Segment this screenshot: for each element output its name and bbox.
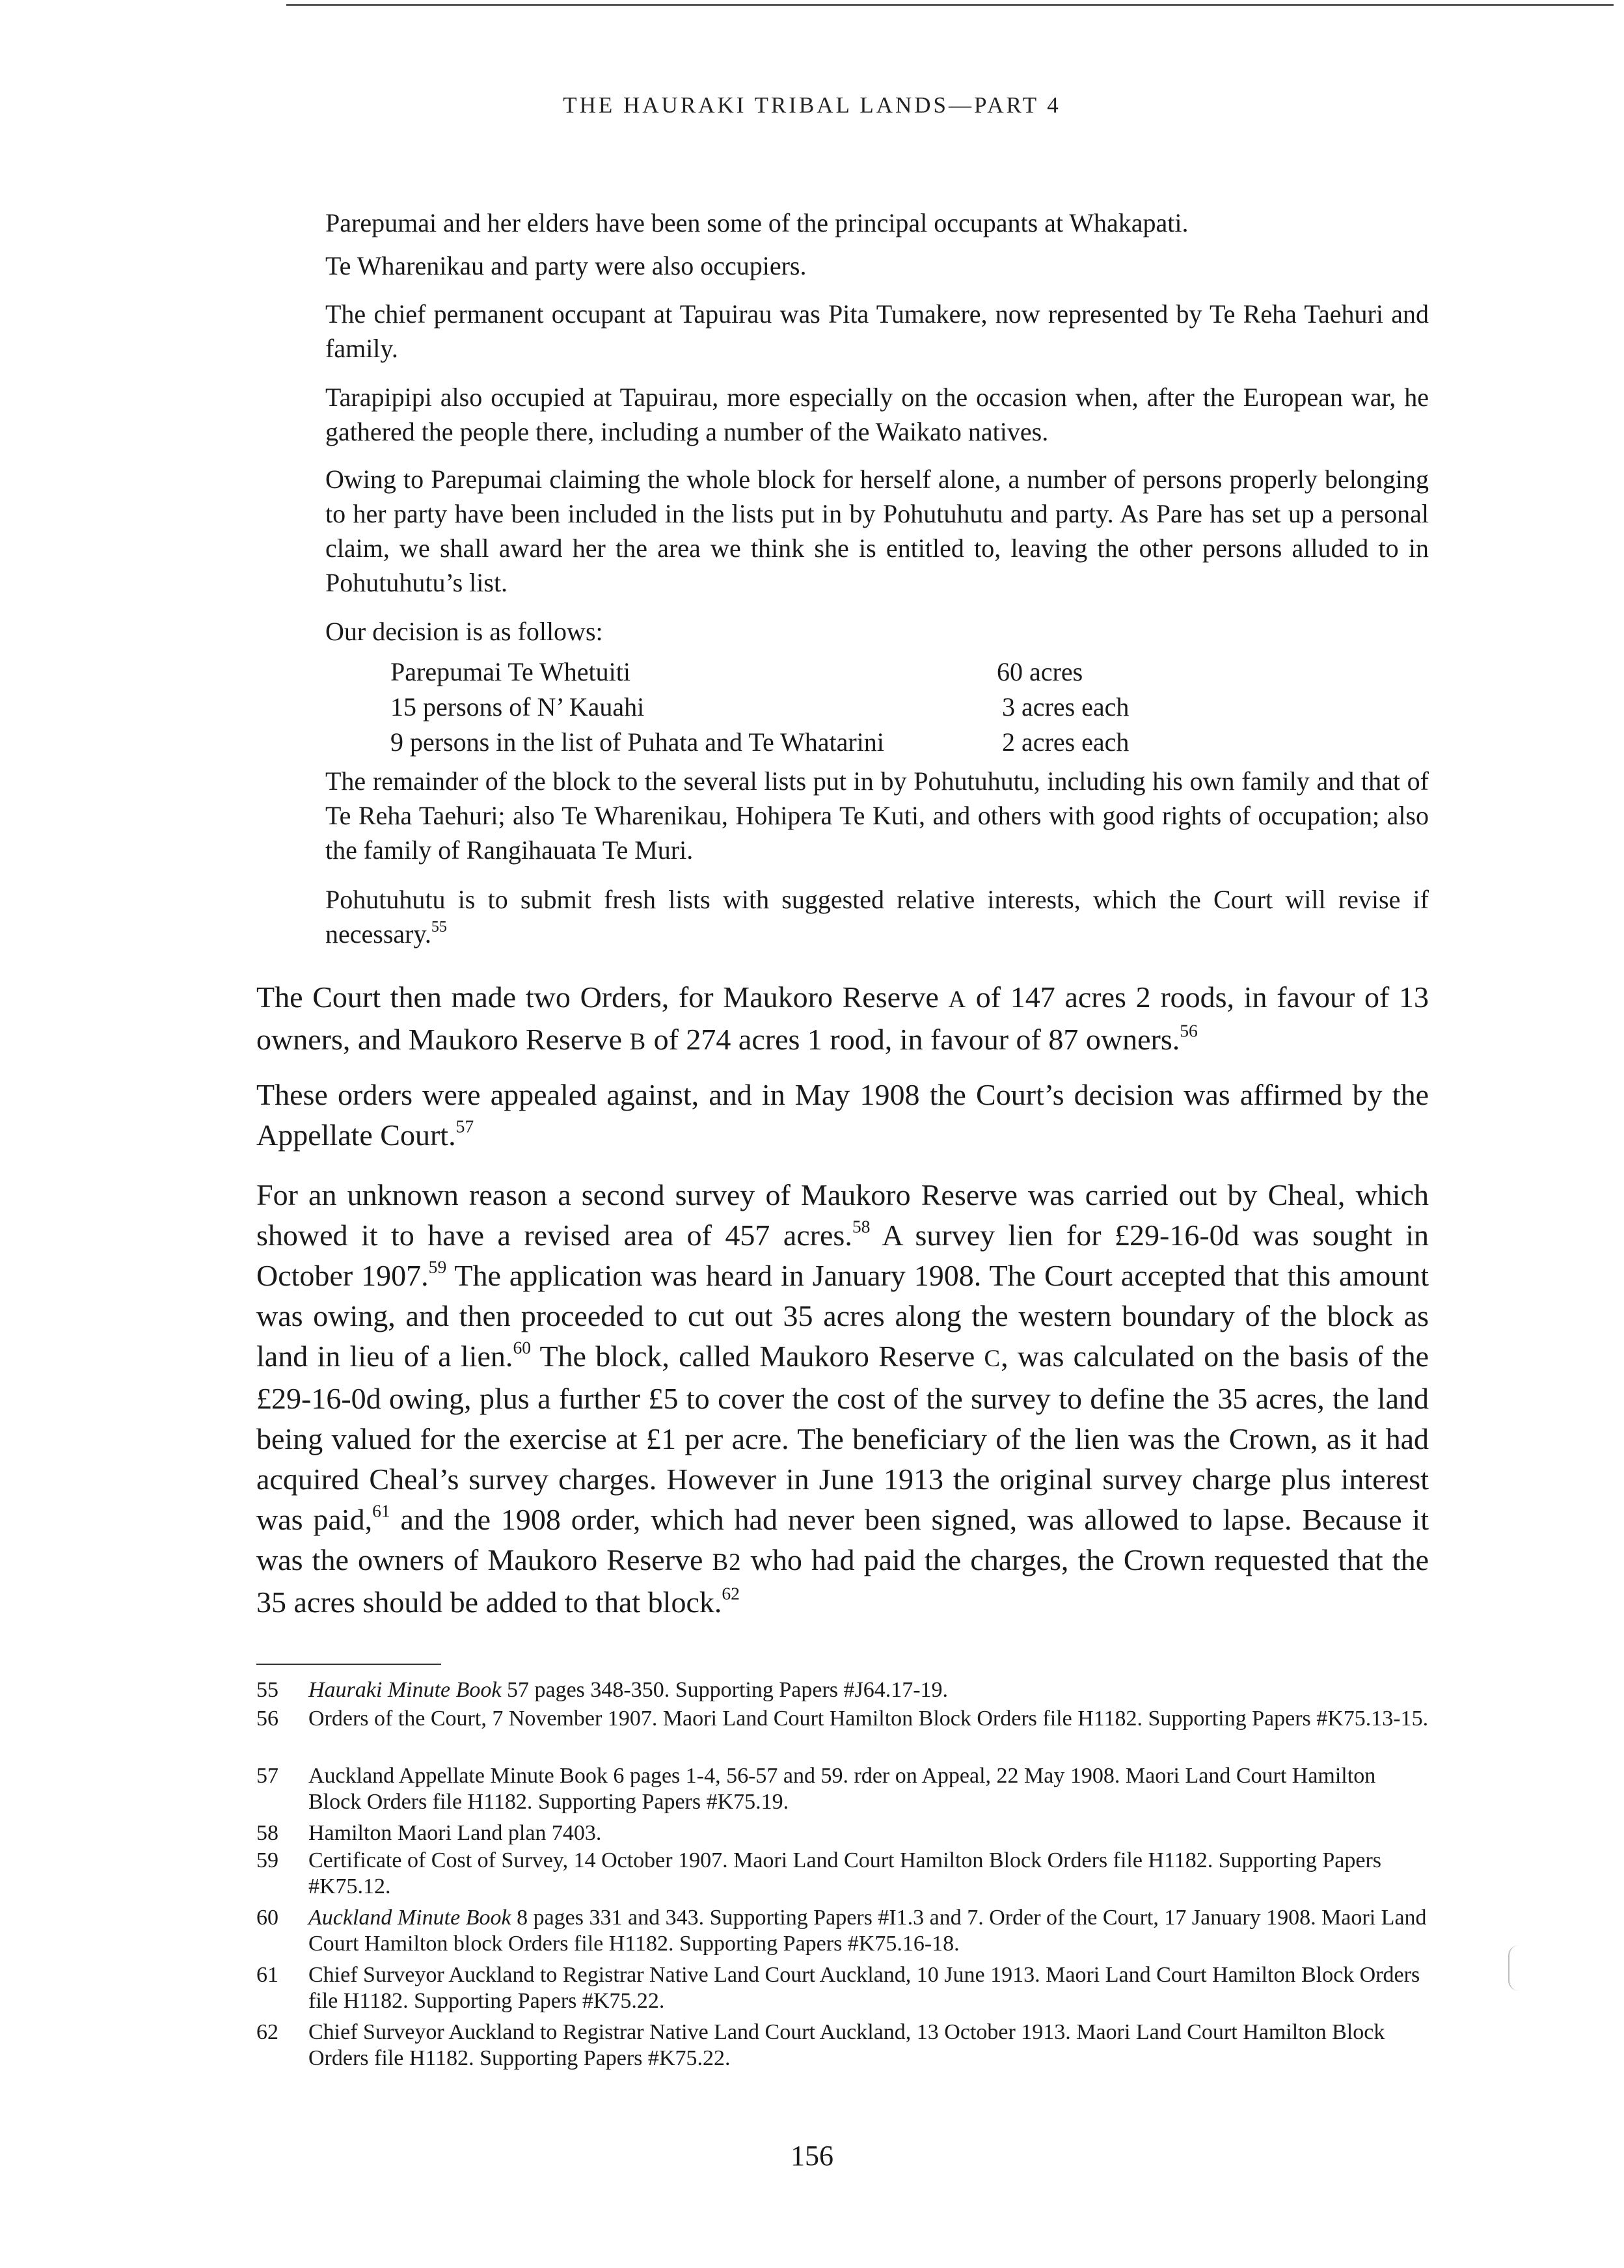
quote-paragraph-8 xyxy=(325,882,1429,951)
quote-text: The chief permanent occupant at Tapuirau was Pita Tumakere, now represented by Te Reha Taehuri and family. xyxy=(325,299,1429,363)
footnote-text xyxy=(308,1677,1433,1703)
footnote-text xyxy=(308,1905,1433,1957)
running-head: THE HAURAKI TRIBAL LANDS—PART 4 xyxy=(563,92,1061,118)
decision-amount: 60 acres xyxy=(997,657,1083,686)
footnote-number: 57 xyxy=(256,1764,278,1788)
reserve-letter: B xyxy=(629,1028,647,1055)
quote-text-body: Pohutuhutu is to submit fresh lists with suggested relative interests, which the Court will revise if necessary. xyxy=(325,885,1429,949)
footnote-ref: 60 xyxy=(513,1337,532,1358)
footnote-rule xyxy=(256,1664,441,1665)
footnote-number: 55 xyxy=(256,1678,278,1702)
body-text: The block, called Maukoro Reserve xyxy=(531,1340,984,1373)
quote-paragraph-5 xyxy=(325,462,1429,600)
quote-paragraph-2 xyxy=(325,249,1429,283)
body-paragraph-2 xyxy=(256,1075,1429,1155)
body-text: For an unknown reason a second survey of Maukoro Reserve was carried out by Cheal, which showed it to have a revised area of 457 acres. xyxy=(256,1178,1429,1252)
quote-paragraph-3 xyxy=(325,297,1429,366)
quote-text: Parepumai and her elders have been some of the principal occupants at Whakapati. xyxy=(325,208,1189,237)
footnote-ref: 57 xyxy=(455,1116,474,1137)
footnote-number: 56 xyxy=(256,1707,278,1731)
footnote-title: Hauraki Minute Book xyxy=(308,1678,502,1702)
footnote-text: Chief Surveyor Auckland to Registrar Native Land Court Auckland, 10 June 1913. Maori Land Court Hamilton Block Orders file H1182. Supporting Papers #K75.22. xyxy=(308,1963,1420,2013)
quote-text xyxy=(325,882,1429,951)
decision-name: 9 persons in the list of Puhata and Te Whatarini xyxy=(390,727,884,757)
body-paragraph-1 xyxy=(256,977,1429,1062)
quote-paragraph-7 xyxy=(325,764,1429,867)
footnote-ref: 59 xyxy=(428,1256,447,1277)
decision-name: 15 persons of N’ Kauahi xyxy=(390,692,645,722)
quote-text: Te Wharenikau and party were also occupiers. xyxy=(325,251,807,280)
footnote-ref: 56 xyxy=(1180,1020,1198,1041)
footnote-number: 62 xyxy=(256,2020,278,2044)
footnote-body: 8 pages 331 and 343. Supporting Papers #I1.3 and 7. Order of the Court, 17 January 1908. Maori Land Court Hamilton block Orders file H1182. Supporting Papers #K75.16-18. xyxy=(308,1906,1427,1956)
decision-amount: 2 acres each xyxy=(1002,727,1130,757)
footnote-text: Orders of the Court, 7 November 1907. Maori Land Court Hamilton Block Orders file H1182. Supporting Papers #K75.13-15. xyxy=(308,1707,1429,1731)
top-rule xyxy=(286,4,1614,6)
footnote-text: Hamilton Maori Land plan 7403. xyxy=(308,1821,602,1845)
footnote-ref: 55 xyxy=(431,919,447,936)
reserve-letter: C xyxy=(984,1345,1001,1371)
quote-text: Our decision is as follows: xyxy=(325,617,603,646)
footnote-text: Chief Surveyor Auckland to Registrar Native Land Court Auckland, 13 October 1913. Maori Land Court Hamilton Block Orders file H1182. Supporting Papers #K75.22. xyxy=(308,2020,1385,2070)
quote-text: Owing to Parepumai claiming the whole block for herself alone, a number of persons properly belonging to her party have been included in the lists put in by Pohutuhutu and party. As Pare has set up a personal claim, we shall award her the area we think she is entitled to, leaving the other persons alluded to in Pohutuhutu’s list. xyxy=(325,465,1429,597)
quote-paragraph-1 xyxy=(325,206,1429,240)
page-number: 156 xyxy=(791,2140,833,2172)
quote-text: The remainder of the block to the several lists put in by Pohutuhutu, including his own family and that of Te Reha Taehuri; also Te Wharenikau, Hohipera Te Kuti, and others with good rights of occupation; also the family of Rangihauata Te Muri. xyxy=(325,766,1429,865)
footnote-text: Auckland Appellate Minute Book 6 pages 1-4, 56-57 and 59. rder on Appeal, 22 May 1908. Maori Land Court Hamilton Block Orders file H1182. Supporting Papers #K75.19. xyxy=(308,1764,1376,1814)
footnote-ref: 62 xyxy=(722,1583,740,1604)
body-text: who had paid the charges, the Crown requested that the 35 acres should be added to that block. xyxy=(256,1543,1429,1619)
footnote-text: Certificate of Cost of Survey, 14 October 1907. Maori Land Court Hamilton Block Orders file H1182. Supporting Papers #K75.12. xyxy=(308,1848,1382,1898)
footnote-ref: 58 xyxy=(852,1216,871,1237)
quote-paragraph-4 xyxy=(325,380,1429,449)
footnote-number: 61 xyxy=(256,1963,278,1987)
body-text: and the 1908 order, which had never been signed, was allowed to lapse. Because it was the owners of Maukoro Reserve xyxy=(256,1503,1429,1576)
reserve-letter: B2 xyxy=(712,1548,742,1575)
decision-name: Parepumai Te Whetuiti xyxy=(390,657,630,686)
footnote-number: 59 xyxy=(256,1848,278,1872)
margin-scan-mark xyxy=(1508,1945,1519,1991)
body-text: of 274 acres 1 rood, in favour of 87 owners. xyxy=(646,1023,1180,1056)
body-text: , was calculated on the basis of the £29-16-0d owing, plus a further £5 to cover the cost of the survey to define the 35 acres, the land being valued for the exercise at £1 per acre. The beneficiary of the lien was the Crown, as it had acquired Cheal’s survey charges. However in June 1913 the original survey charge plus interest was paid, xyxy=(256,1340,1429,1536)
body-text: of 147 acres 2 roods, in favour of 13 owners, and Maukoro Reserve xyxy=(256,980,1429,1056)
footnote-ref: 61 xyxy=(372,1500,390,1521)
decision-amount: 3 acres each xyxy=(1002,692,1130,722)
reserve-letter: A xyxy=(948,986,967,1012)
footnote-number: 60 xyxy=(256,1906,278,1930)
footnote-body: 57 pages 348-350. Supporting Papers #J64.17-19. xyxy=(501,1678,949,1702)
body-text: A survey lien for £29-16-0d was sought in October 1907. xyxy=(256,1219,1429,1292)
body-text: These orders were appealed against, and in May 1908 the Court’s decision was affirmed by the Appellate Court. xyxy=(256,1078,1429,1152)
quote-paragraph-6 xyxy=(325,614,1429,649)
footnote-number: 58 xyxy=(256,1821,278,1845)
body-text: The application was heard in January 1908. The Court accepted that this amount was owing, and then proceeded to cut out 35 acres along the western boundary of the block as land in lieu of a lien. xyxy=(256,1259,1429,1373)
body-text: The Court then made two Orders, for Maukoro Reserve xyxy=(256,980,949,1014)
footnote-title: Auckland Minute Book xyxy=(308,1906,511,1930)
body-paragraph-3 xyxy=(256,1175,1429,1623)
quote-text: Tarapipipi also occupied at Tapuirau, more especially on the occasion when, after the European war, he gathered the people there, including a number of the Waikato natives. xyxy=(325,383,1429,446)
